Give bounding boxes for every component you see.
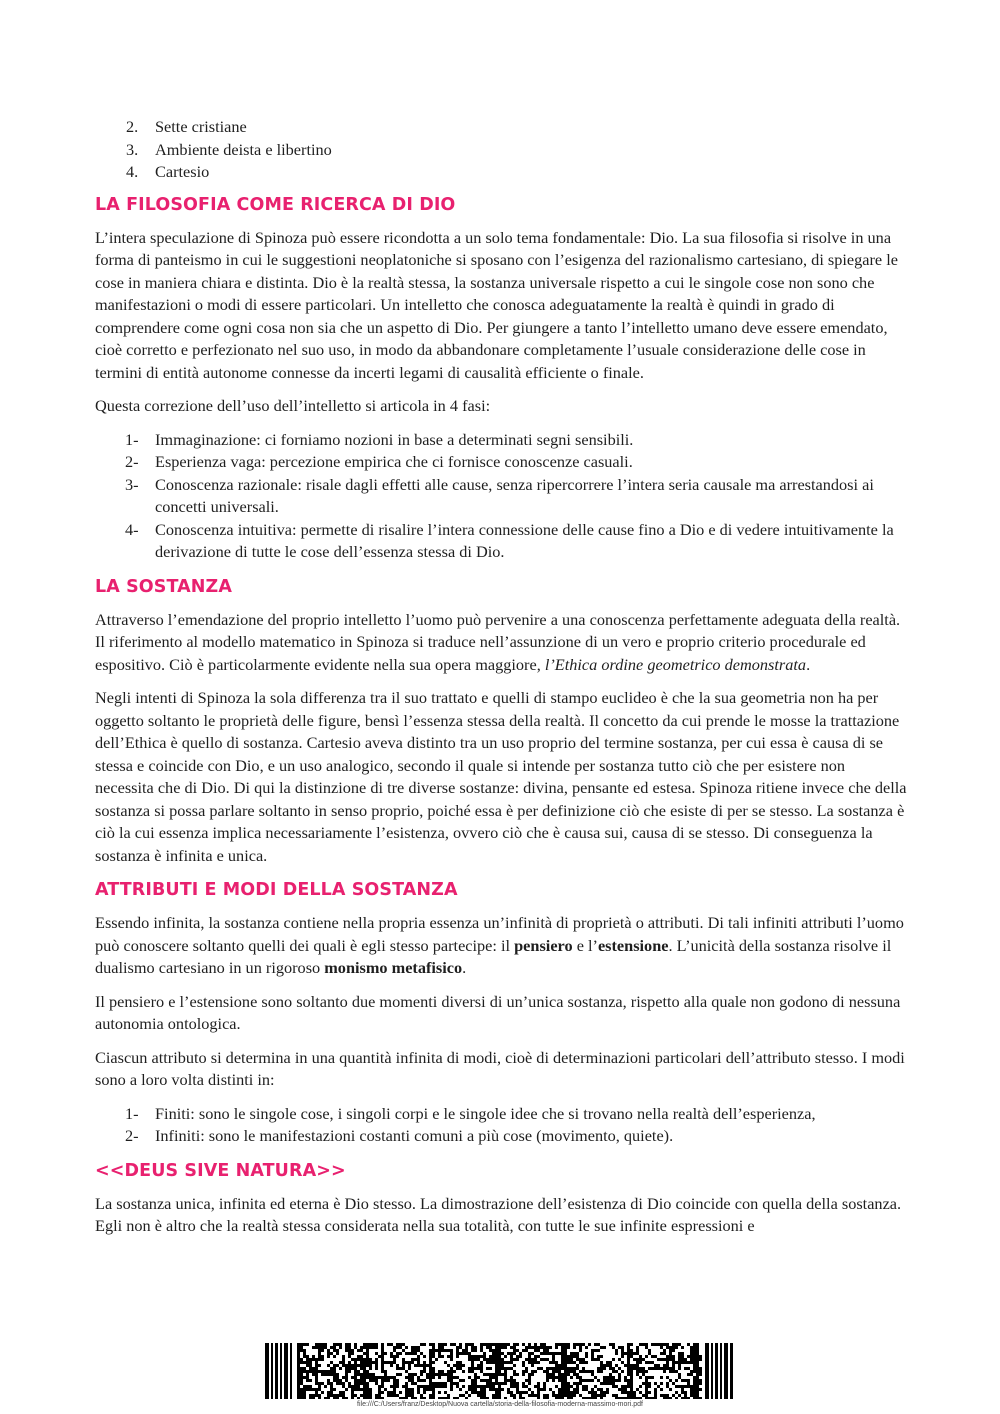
list-item: 3- Conoscenza razionale: risale dagli effetti alle cause, senza ripercorrere l’intera seria causale ma arrestandosi ai concetti universali. [125,474,874,516]
paragraph: Ciascun attributo si determina in una quantità infinita di modi, cioè di determinazioni particolari dell’attributo stesso. I modi sono a loro volta distinti in: [95,1047,905,1089]
bold-term: estensione [597,935,669,955]
list-item: 2- Infiniti: sono le manifestazioni costanti comuni a più cose (movimento, quiete). [125,1126,674,1145]
paragraph: Il pensiero e l’estensione sono soltanto due momenti diversi di un’unica sostanza, rispetto alla quale non godono di nessuna autonomia ontologica. [95,991,901,1033]
section-heading: LA FILOSOFIA COME RICERCA DI DIO [95,194,456,215]
list-item: 2- Esperienza vaga: percezione empirica che ci fornisce conoscenze casuali. [125,452,633,471]
list-item: 1- Finiti: sono le singole cose, i singoli corpi e le singole idee che si trovano nella realtà dell’esperienza, [125,1103,816,1123]
numbered-list [95,429,907,564]
list-item: 2. Sette cristiane [126,117,247,136]
paragraph: Attraverso l’emendazione del proprio intelletto l’uomo può pervenire a una conoscenza perfettamente adeguata della realtà. Il riferimento al modello matematico in Spinoza si traduce nell’assunzione di un vero e proprio criterio procedurale ed espositivo. Ciò è particolarmente evidente nella sua opera maggiore, l’Ethica ordine geometrico demonstrata. [95,609,901,674]
section-heading: LA SOSTANZA [95,576,232,597]
paragraph: Essendo infinita, la sostanza contiene nella propria essenza un’infinità di proprietà o attributi. Di tali infiniti attributi l’uomo può conoscere soltanto quelli dei quali è egli stesso partecipe: il pensiero e l’estensione. L’unicità della sostanza risolve il dualismo cartesiano in un rigoroso monismo metafisico. [95,913,904,977]
section-heading: <<DEUS SIVE NATURA>> [95,1160,346,1181]
section-heading: ATTRIBUTI E MODI DELLA SOSTANZA [95,880,458,900]
barcode-icon [265,1343,735,1399]
list-item: 3. Ambiente deista e libertino [126,139,332,159]
paragraph: Negli intenti di Spinoza la sola differenza tra il suo trattato e quelli di stampo euclideo è che la sua geometria non ha per oggetto soltanto le proprietà delle figure, bensì l’essenza stessa della realtà. Il concetto da cui prende le mosse la trattazione dell’Ethica è quello di sostanza. Cartesio aveva distinto tra un uso proprio del termine sostanza, per cui essa è causa di se stessa e coincide con Dio, e un uso analogico, secondo il quale si intende per sostanza tutto ciò che per esistere non necessita che di Dio. Di qui la distinzione di tre diverse sostanze: divina, pensante ed estesa. Spinoza ritiene invece che della sostanza si possa parlare soltanto in senso proprio, poiché essa è per definizione ciò che esiste di per se stesso. La sostanza è ciò la cui essenza implica necessariamente l’esistenza, ovvero ciò che è causa sui, causa di se stesso. Di conseguenza la sostanza è infinita e unica. [95,688,907,865]
paragraph: Questa correzione dell’uso dell’intelletto si articola in 4 fasi: [95,396,491,415]
numbered-list [95,1103,907,1148]
paragraph: L’intera speculazione di Spinoza può essere ricondotta a un solo tema fondamentale: Dio. La sua filosofia si risolve in una forma di panteismo in cui le suggestioni neoplatoniche si sposano con l’esigenza del razionalismo cartesiano, di spiegare le cose in maniera chiara e distinta. Dio è la realtà stessa, la sostanza universale rispetto a cui le singole cose non sono che manifestazioni o modi di essere particolari. Un intelletto che conosca adeguatamente la realtà è quindi in grado di comprendere come ogni cosa non sia che un aspetto di Dio. Per giungere a tanto l’intelletto umano deve essere emendato, cioè corretto e perfezionato nel suo uso, in modo da abbandonare completamente l’usuale considerazione delle cose in termini di entità autonome connesse da incerti legami di causalità efficiente o finale. [95,227,898,382]
paragraph: La sostanza unica, infinita ed eterna è Dio stesso. La dimostrazione dell’esistenza di Dio coincide con quella della sostanza. Egli non è altro che la realtà stessa considerata nella sua totalità, con tutte le sue infinite espressioni e [95,1193,902,1235]
book-title: l’Ethica ordine geometrico demonstrata [544,654,807,674]
list-item: 1- Immaginazione: ci forniamo nozioni in base a determinati segni sensibili. [125,429,634,449]
list-item: 4- Conoscenza intuitiva: permette di risalire l’intera connessione delle cause fino a Dio e di vedere intuitivamente la derivazione di tutte le cose dell’essenza stessa di Dio. [125,519,894,561]
bold-term: monismo metafisico [324,958,463,977]
bold-term: pensiero [514,935,573,955]
intro-list [95,116,907,184]
list-item: 4. Cartesio [126,162,210,181]
document-page [95,116,907,1249]
file-path: file:///C:/Users/franz/Desktop/Nuova cartella/storia-della-filosofia-moderna-massimo-mori.pdf [357,1401,643,1408]
